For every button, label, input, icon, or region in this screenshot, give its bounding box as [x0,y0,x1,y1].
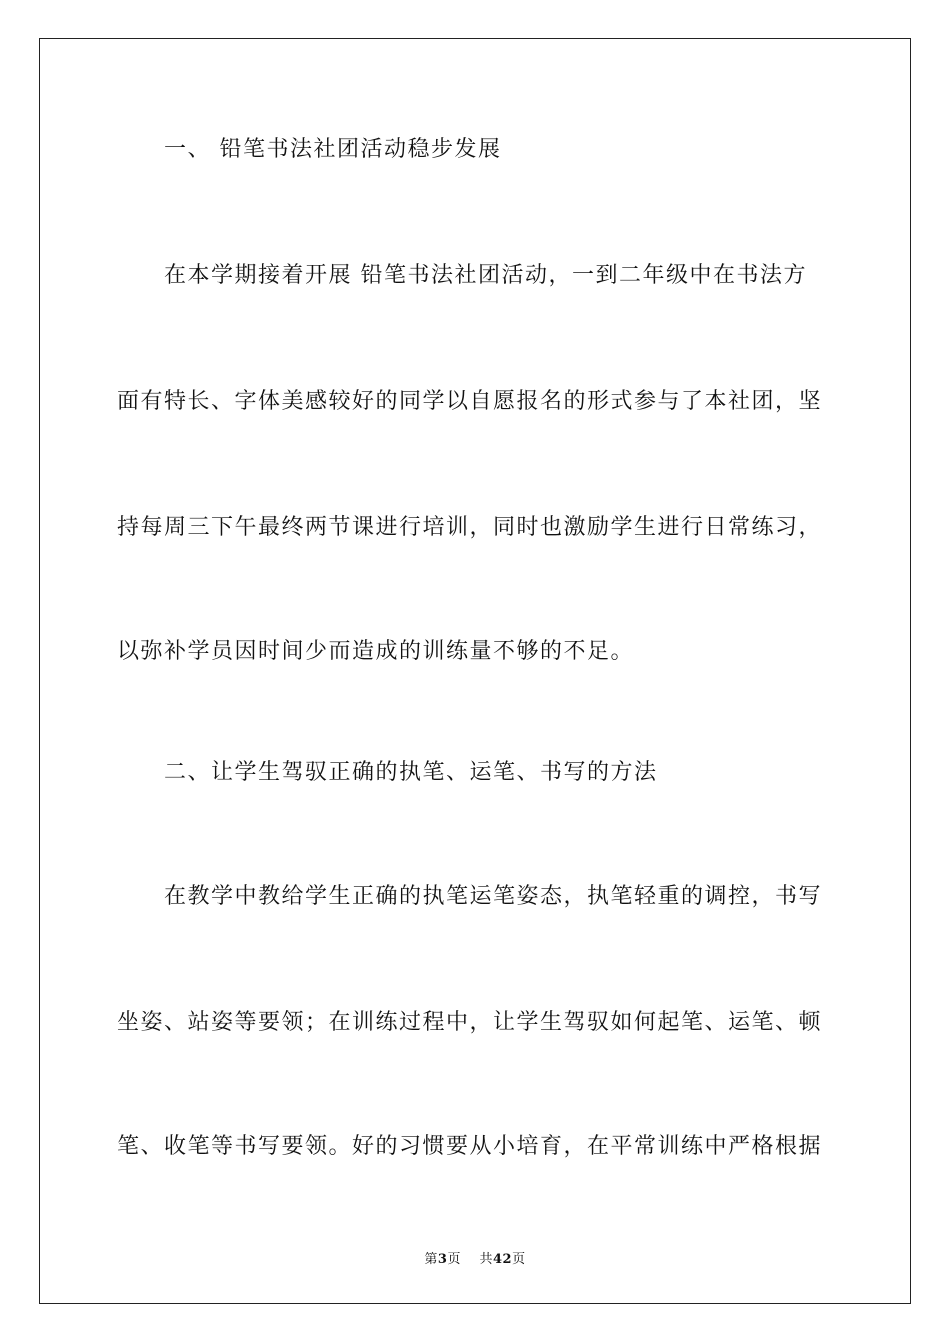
heading-section-2: 二、让学生驾驭正确的执笔、运笔、书写的方法 [164,760,658,785]
paragraph-1-line-1: 在本学期接着开展 铅笔书法社团活动，一到二年级中在书法方 [164,263,807,288]
page-label-suffix: 页 [447,1252,461,1267]
total-pages: 42 [493,1252,513,1267]
paragraph-2-line-3: 笔、收笔等书写要领。好的习惯要从小培育，在平常训练中严格根据 [117,1134,823,1159]
paragraph-1-line-3: 持每周三下午最终两节课进行培训，同时也激励学生进行日常练习， [117,515,823,540]
page-border [39,38,911,1304]
page-number: 3 [437,1252,448,1267]
page-label-prefix: 第 [424,1252,438,1267]
page-footer [0,1248,950,1267]
paragraph-2-line-1: 在教学中教给学生正确的执笔运笔姿态，执笔轻重的调控，书写 [164,884,823,909]
paragraph-2-line-2: 坐姿、站姿等要领；在训练过程中，让学生驾驭如何起笔、运笔、顿 [117,1010,823,1035]
total-label-prefix: 共 [479,1252,493,1267]
paragraph-1-line-2: 面有特长、字体美感较好的同学以自愿报名的形式参与了本社团，坚 [117,389,823,414]
paragraph-1-line-4: 以弥补学员因时间少而造成的训练量不够的不足。 [117,639,635,664]
total-label-suffix: 页 [512,1252,526,1267]
heading-section-1: 一、 铅笔书法社团活动稳步发展 [164,137,502,162]
